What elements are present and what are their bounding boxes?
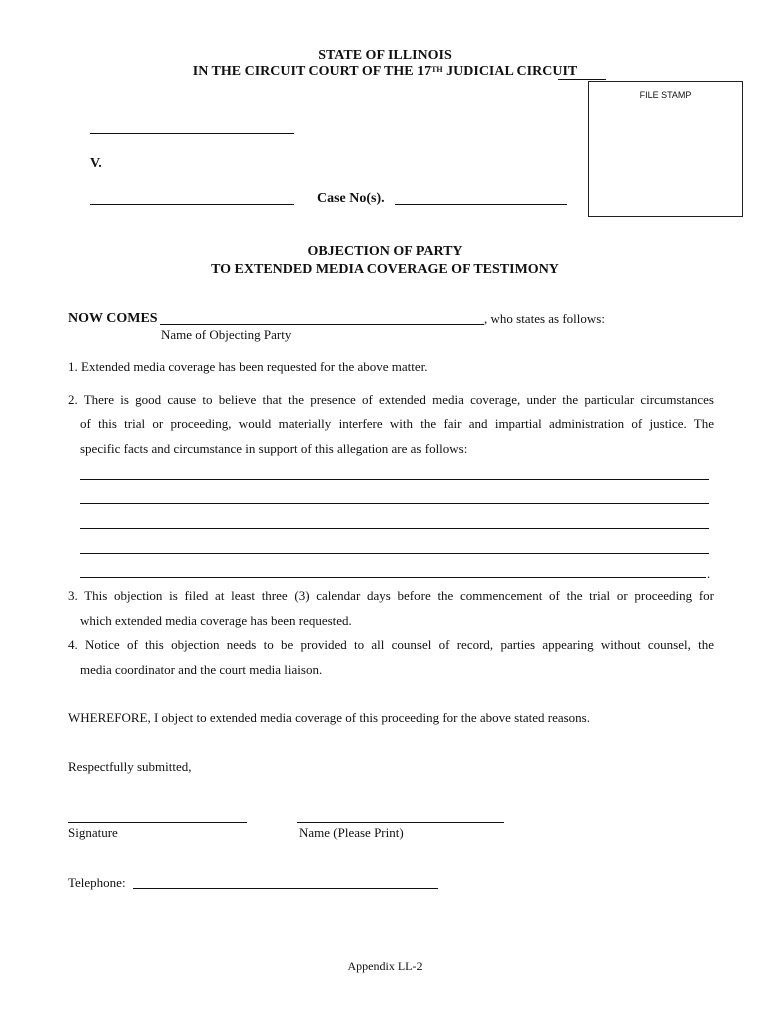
item-1-text: 1. Extended media coverage has been requested for the above matter.	[68, 359, 428, 374]
court-heading-suffix: JUDICIAL CIRCUIT	[442, 64, 578, 79]
facts-line-1[interactable]	[80, 479, 709, 480]
signature-label: Signature	[68, 825, 118, 840]
facts-line-2[interactable]	[80, 503, 709, 504]
court-heading-rule	[558, 79, 606, 80]
item-3-line2: which extended media coverage has been requested.	[80, 613, 352, 628]
facts-line-5[interactable]	[80, 577, 706, 578]
court-heading-sup: TH	[431, 65, 443, 74]
item-4-line2: media coordinator and the court media liaison.	[80, 662, 323, 677]
state-heading: STATE OF ILLINOIS	[318, 48, 452, 63]
court-heading	[0, 64, 770, 80]
item-4-line1: 4. Notice of this objection needs to be provided to all counsel of record, parties appearing without counsel, the	[68, 637, 714, 652]
signature-field[interactable]	[68, 822, 247, 823]
case-number-label: Case No(s).	[317, 191, 385, 206]
wherefore-text: WHEREFORE, I object to extended media coverage of this proceeding for the above stated reasons.	[68, 710, 590, 725]
file-stamp-label: FILE STAMP	[639, 90, 692, 100]
facts-line-3[interactable]	[80, 528, 709, 529]
form-title-line2: TO EXTENDED MEDIA COVERAGE OF TESTIMONY	[211, 262, 559, 277]
item-2-line2: of this trial or proceeding, would materially interfere with the fair and impartial administration of justice. The	[80, 416, 714, 431]
appendix-footer: Appendix LL-2	[347, 959, 423, 973]
telephone-label: Telephone:	[68, 875, 126, 890]
now-comes-label: NOW COMES	[68, 311, 158, 326]
name-print-label: Name (Please Print)	[299, 825, 404, 840]
objecting-party-caption: Name of Objecting Party	[161, 327, 292, 342]
facts-period: .	[707, 566, 711, 581]
form-title-line1: OBJECTION OF PARTY	[307, 244, 463, 259]
court-heading-prefix: IN THE CIRCUIT COURT OF THE 17	[192, 64, 432, 79]
defendant-field[interactable]	[90, 204, 294, 205]
item-2-line3: specific facts and circumstance in support of this allegation are as follows:	[80, 441, 468, 456]
name-print-field[interactable]	[297, 822, 504, 823]
case-number-field[interactable]	[395, 204, 567, 205]
telephone-field[interactable]	[133, 888, 438, 889]
file-stamp-box	[588, 81, 743, 217]
item-2-line1: 2. There is good cause to believe that the presence of extended media coverage, under the particular circumstances	[68, 392, 714, 407]
objecting-party-field[interactable]	[160, 324, 484, 325]
respectfully-submitted: Respectfully submitted,	[68, 759, 192, 774]
who-states-text: , who states as follows:	[484, 311, 605, 326]
facts-line-4[interactable]	[80, 553, 709, 554]
plaintiff-field[interactable]	[90, 133, 294, 134]
item-3-line1: 3. This objection is filed at least three (3) calendar days before the commencement of the trial or proceeding for	[68, 588, 714, 603]
versus-label: V.	[90, 156, 102, 171]
